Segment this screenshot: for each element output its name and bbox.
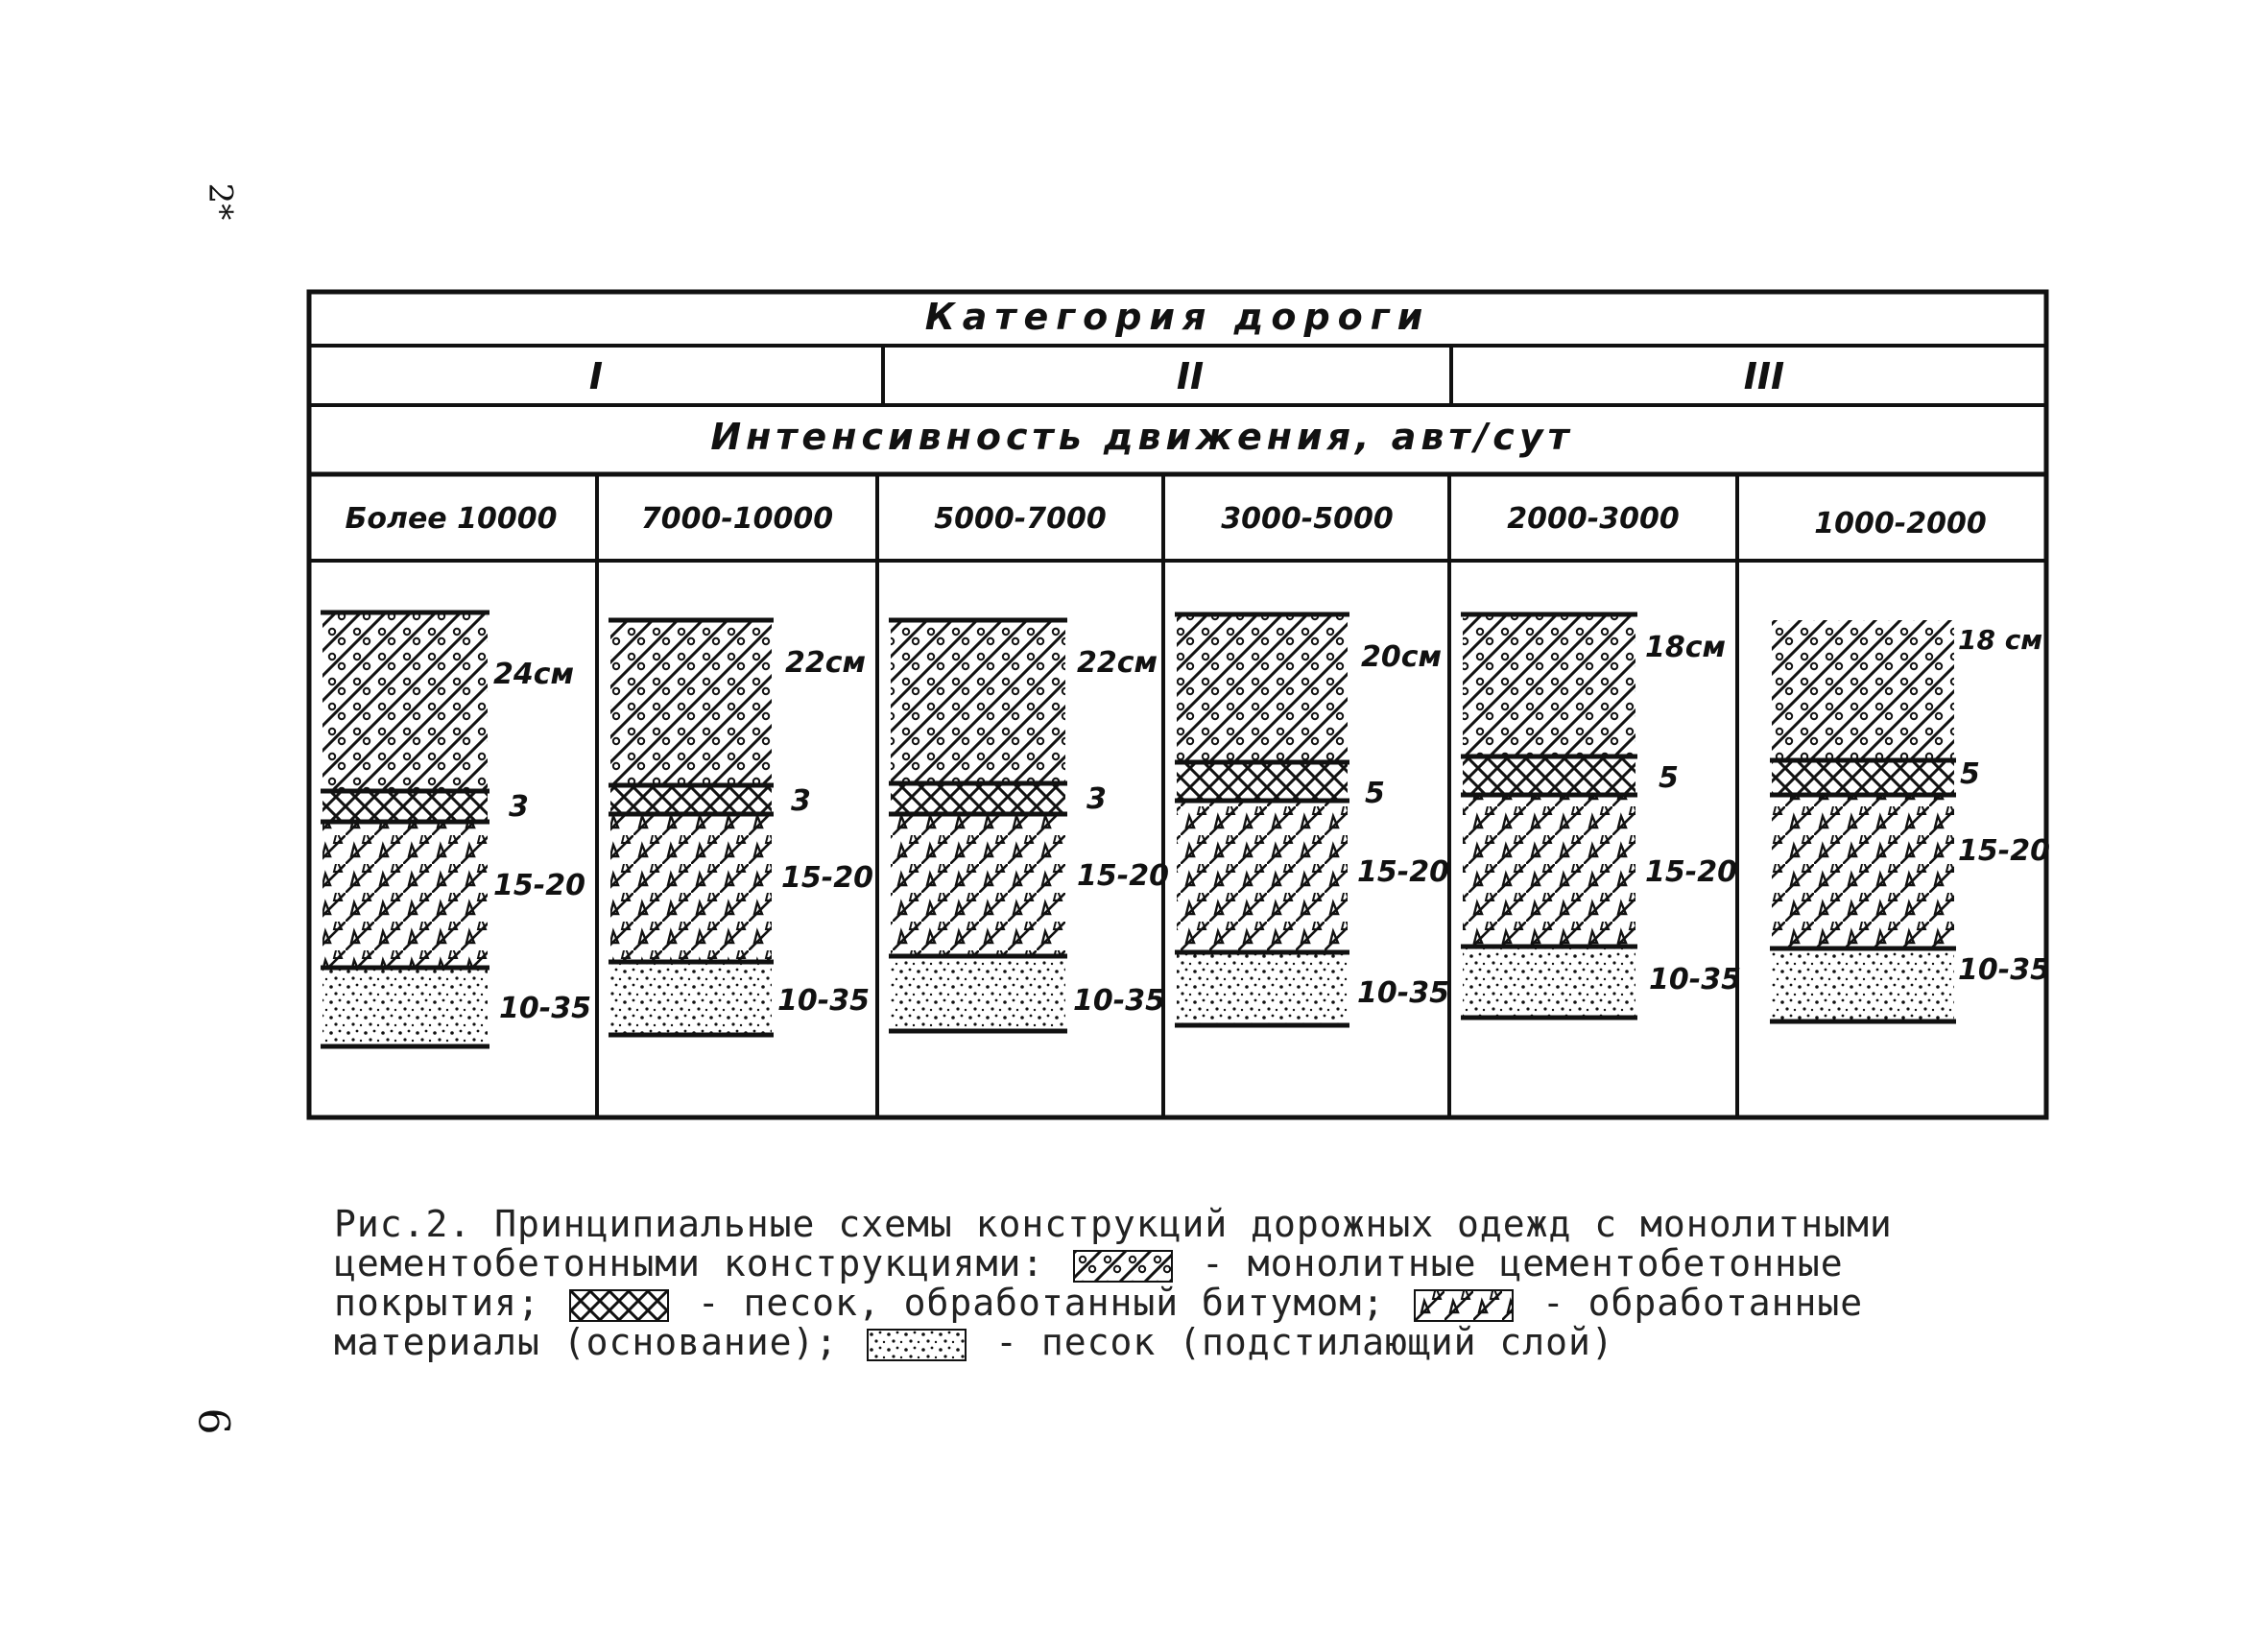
layer-label: 22см bbox=[785, 646, 867, 680]
concrete-layer bbox=[322, 612, 488, 791]
sand-subbase-layer bbox=[1463, 947, 1635, 1018]
concrete-layer bbox=[891, 620, 1065, 783]
sand-subbase-layer bbox=[1177, 952, 1348, 1025]
layer-label: 3 bbox=[509, 790, 529, 824]
figure-caption bbox=[334, 1205, 2033, 1362]
layer-label: 18см bbox=[1645, 631, 1727, 664]
pavement-column-4 bbox=[1175, 614, 1449, 1025]
layer-label: 5 bbox=[1365, 777, 1385, 810]
layer-label: 15-20 bbox=[1357, 855, 1449, 889]
layer-label: 3 bbox=[1086, 782, 1107, 816]
sand-subbase-layer bbox=[322, 968, 488, 1046]
intensity-label-col6: 1000-2000 bbox=[1814, 507, 1987, 540]
intensity-header: Интенсивность движения, авт/сут bbox=[710, 416, 1574, 458]
intensity-label-col3: 5000-7000 bbox=[934, 502, 1107, 536]
caption-text-1: Рис.2. Принципиальные схемы конструкций дорожных одежд с монолитными цементобетонными конструкциями: bbox=[334, 1203, 1893, 1284]
pavement-column-2 bbox=[609, 620, 873, 1035]
layer-label: 10-35 bbox=[1958, 953, 2050, 987]
intensity-label-col2: 7000-10000 bbox=[640, 502, 834, 536]
concrete-layer bbox=[1772, 620, 1954, 760]
legend-swatch-base bbox=[1414, 1289, 1514, 1322]
bitumen-sand-layer bbox=[1463, 756, 1635, 795]
concrete-layer bbox=[1463, 614, 1635, 756]
page-number-side: 6 bbox=[188, 1407, 238, 1435]
caption-text-5: - песок (подстилающий слой) bbox=[995, 1321, 1614, 1363]
layer-label: 10-35 bbox=[777, 984, 870, 1018]
layer-label: 5 bbox=[1659, 761, 1679, 795]
base-layer bbox=[322, 822, 488, 968]
pavement-column-1 bbox=[321, 612, 591, 1046]
layer-label: 18 см bbox=[1958, 624, 2043, 656]
base-layer bbox=[1772, 795, 1954, 948]
base-layer bbox=[1177, 801, 1348, 952]
category-label-3: III bbox=[1743, 355, 1785, 397]
layer-label: 10-35 bbox=[1357, 976, 1449, 1010]
layer-label: 10-35 bbox=[499, 992, 591, 1025]
page-number-top: 2* bbox=[201, 182, 240, 221]
base-layer bbox=[1463, 795, 1635, 947]
pavement-column-5 bbox=[1461, 614, 1741, 1018]
intensity-label-col5: 2000-3000 bbox=[1507, 502, 1680, 536]
caption-text-4: - обработанные материалы (основание); bbox=[334, 1282, 1864, 1363]
legend-swatch-sand bbox=[867, 1329, 967, 1361]
bitumen-sand-layer bbox=[322, 791, 488, 822]
category-label-2: II bbox=[1176, 355, 1205, 397]
sand-subbase-layer bbox=[1772, 948, 1954, 1021]
concrete-layer bbox=[610, 620, 772, 785]
pavement-column-3 bbox=[889, 620, 1169, 1031]
layer-label: 24см bbox=[493, 658, 575, 691]
bitumen-sand-layer bbox=[610, 785, 772, 814]
caption-text-3: - песок, обработанный битумом; bbox=[697, 1282, 1386, 1324]
base-layer bbox=[610, 814, 772, 962]
intensity-label-col1: Более 10000 bbox=[345, 502, 558, 536]
layer-label: 15-20 bbox=[493, 869, 585, 902]
sand-subbase-layer bbox=[891, 956, 1065, 1031]
bitumen-sand-layer bbox=[1177, 762, 1348, 801]
layer-label: 15-20 bbox=[1077, 859, 1169, 893]
layer-label: 22см bbox=[1077, 646, 1158, 680]
layer-label: 3 bbox=[791, 784, 811, 818]
concrete-layer bbox=[1177, 614, 1348, 762]
base-layer bbox=[891, 814, 1065, 956]
pavement-column-6 bbox=[1770, 620, 2050, 1021]
layer-label: 10-35 bbox=[1649, 963, 1741, 996]
table-header-road-category: Категория дороги bbox=[924, 296, 1431, 338]
caption-text-2: - монолитные цементобетонные покрытия; bbox=[334, 1242, 1844, 1324]
sand-subbase-layer bbox=[610, 962, 772, 1035]
category-label-1: I bbox=[588, 355, 604, 397]
bitumen-sand-layer bbox=[1772, 760, 1954, 795]
layer-label: 15-20 bbox=[1958, 834, 2050, 868]
layer-label: 5 bbox=[1960, 757, 1980, 791]
bitumen-sand-layer bbox=[891, 783, 1065, 814]
layer-label: 10-35 bbox=[1073, 984, 1165, 1018]
layer-label: 15-20 bbox=[1645, 855, 1737, 889]
layer-label: 20см bbox=[1361, 640, 1443, 674]
legend-swatch-bitumen-sand bbox=[569, 1289, 669, 1322]
layer-label: 15-20 bbox=[781, 861, 873, 895]
intensity-label-col4: 3000-5000 bbox=[1221, 502, 1394, 536]
legend-swatch-concrete bbox=[1073, 1250, 1173, 1283]
